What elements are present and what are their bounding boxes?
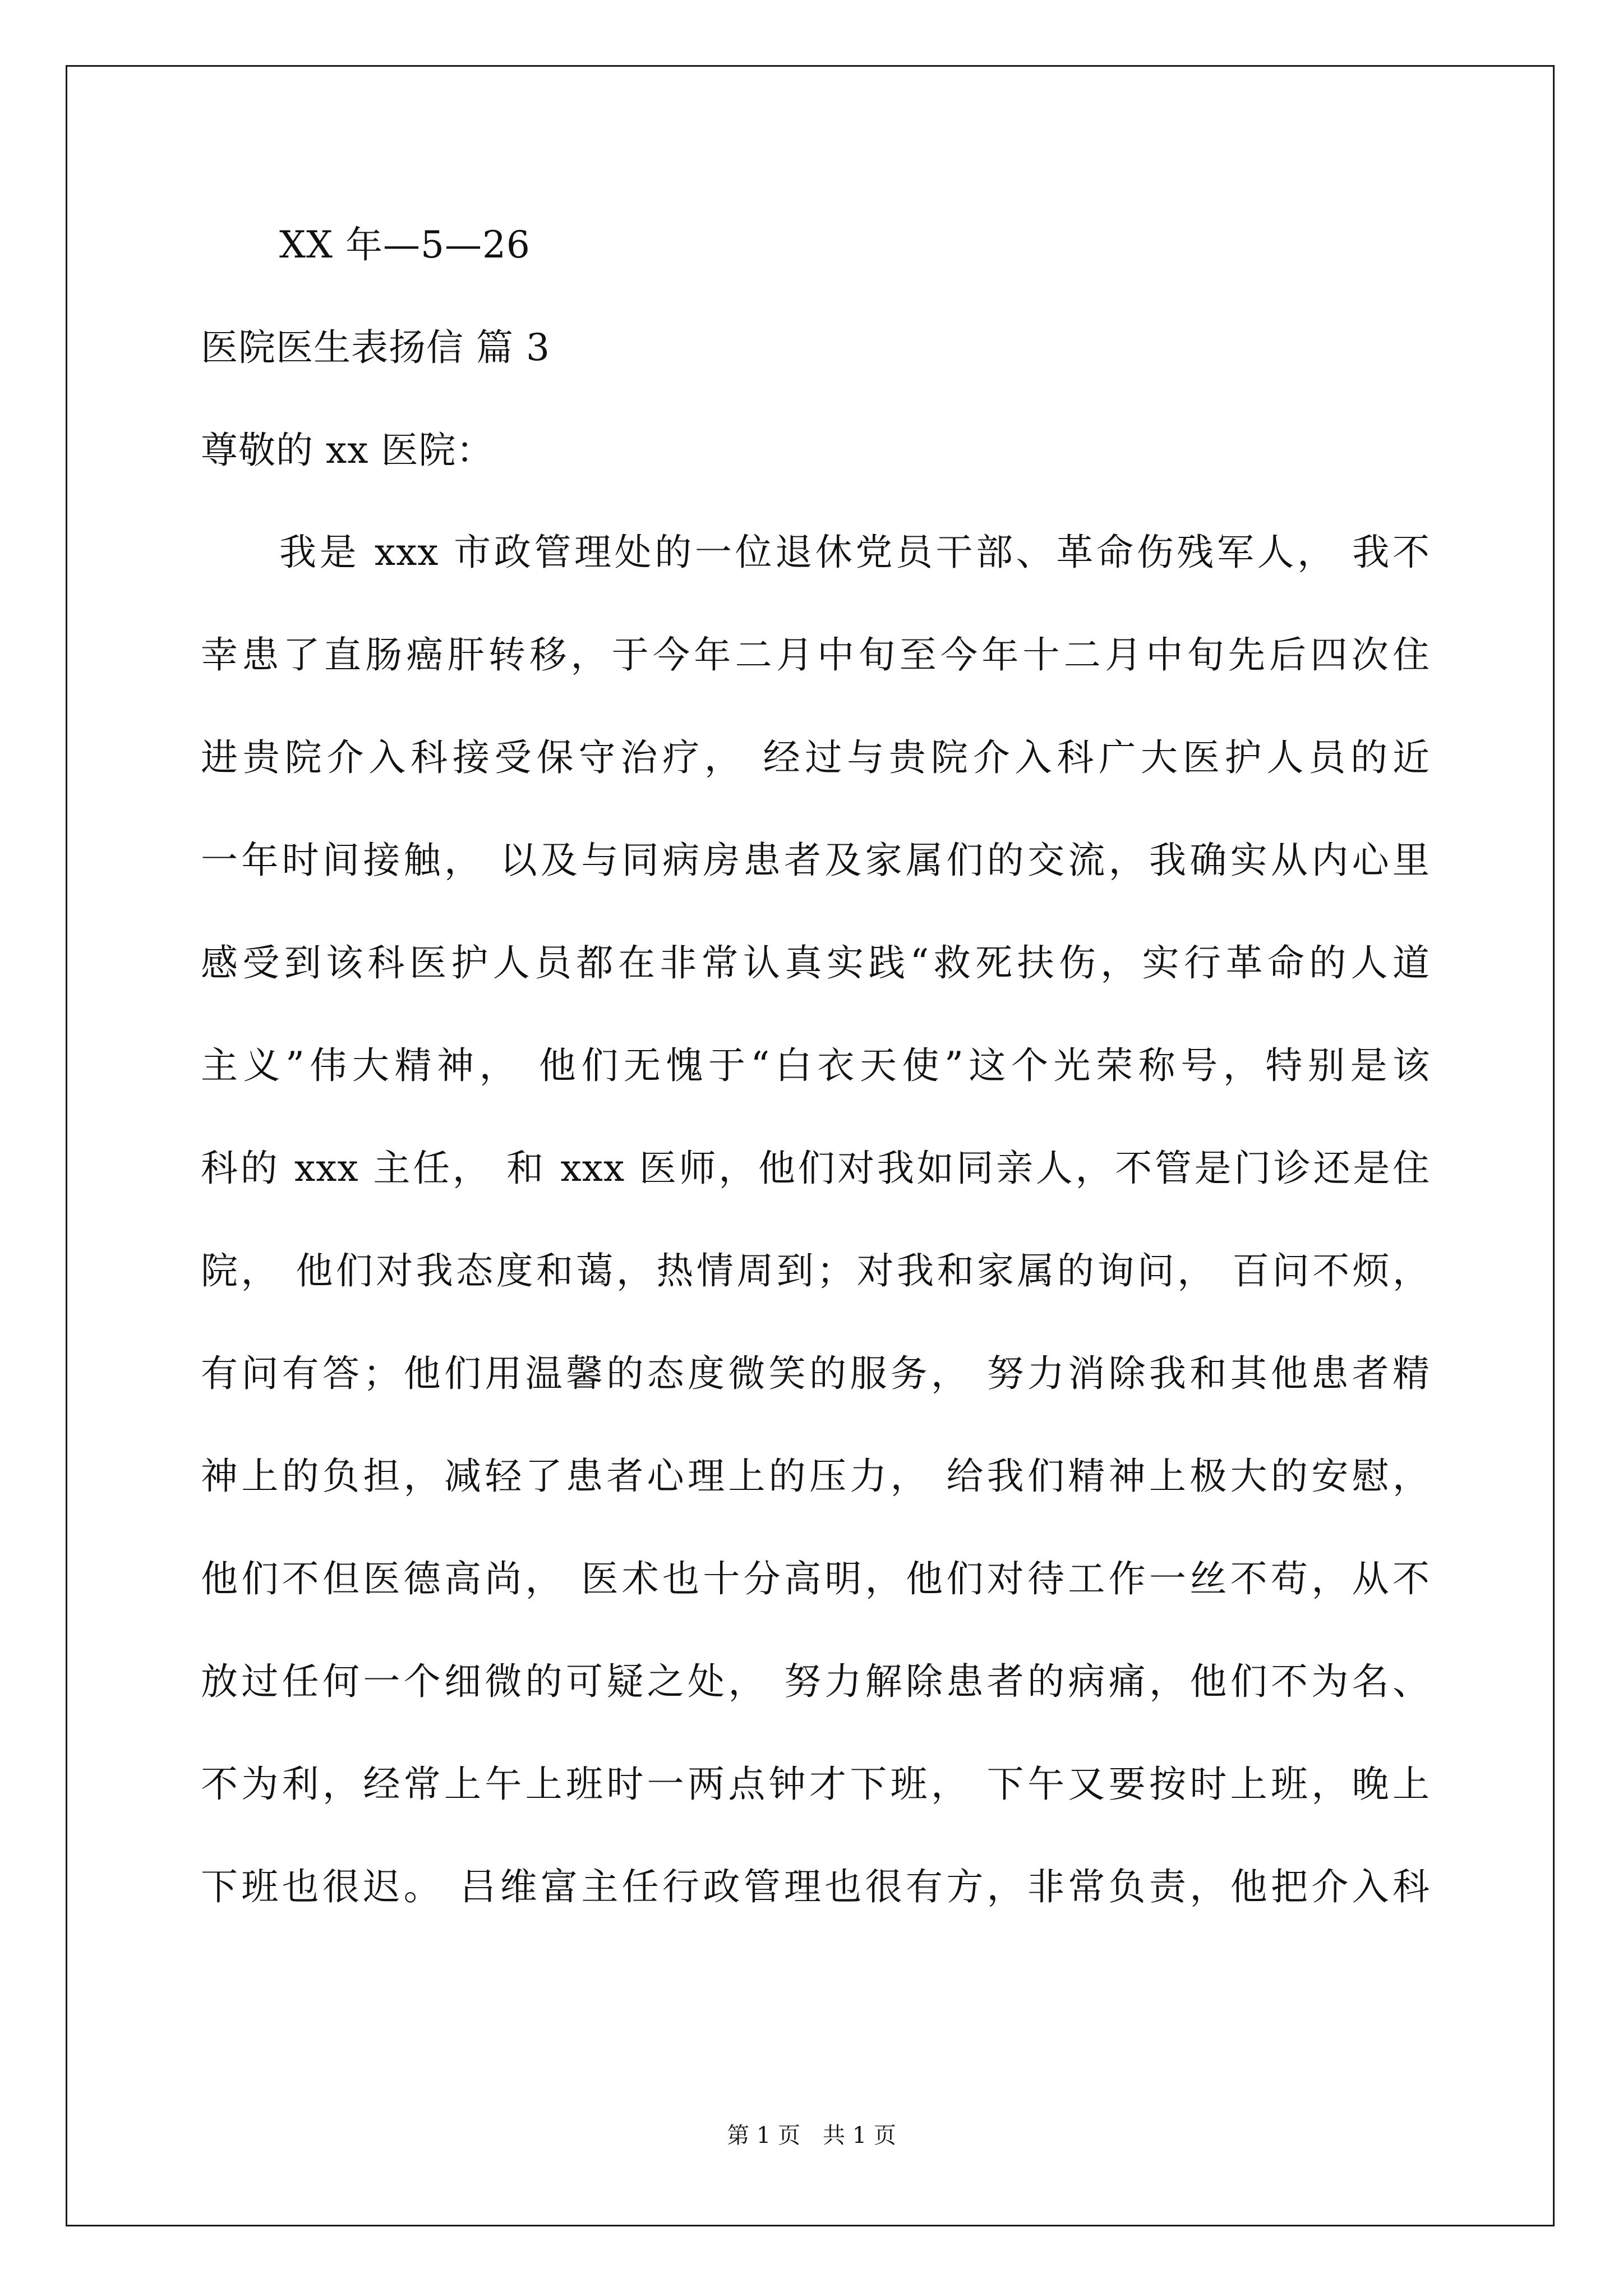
- body-line: 院， 他们对我态度和蔼，热情周到；对我和家属的询问， 百问不烦，: [201, 1249, 1430, 1292]
- body-line: 神上的负担，减轻了患者心理上的压力， 给我们精神上极大的安慰，: [201, 1455, 1430, 1498]
- date-line: XX 年—5—26: [279, 223, 531, 266]
- body-line: 主义”伟大精神， 他们无愧于“白衣天使”这个光荣称号，特别是该: [201, 1044, 1430, 1087]
- body-line: 幸患了直肠癌肝转移，于今年二月中旬至今年十二月中旬先后四次住: [201, 633, 1430, 677]
- body-line: 科的 xxx 主任， 和 xxx 医师，他们对我如同亲人，不管是门诊还是住: [201, 1147, 1430, 1190]
- body-line: 一年时间接触， 以及与同病房患者及家属们的交流，我确实从内心里: [201, 839, 1430, 882]
- page-number-footer: 第 1 页 共 1 页: [727, 2123, 896, 2148]
- salutation: 尊敬的 xx 医院：: [201, 429, 494, 472]
- body-line: 放过任何一个细微的可疑之处， 努力解除患者的病痛，他们不为名、: [201, 1660, 1430, 1703]
- body-line: 下班也很迟。 吕维富主任行政管理也很有方，非常负责，他把介入科: [201, 1865, 1430, 1908]
- letter-heading: 医院医生表扬信 篇 3: [201, 326, 550, 369]
- body-line: 感受到该科医护人员都在非常认真实践“救死扶伤，实行革命的人道: [201, 941, 1430, 984]
- body-line: 不为利，经常上午上班时一两点钟才下班， 下午又要按时上班，晚上: [201, 1763, 1430, 1806]
- body-line: 我是 xxx 市政管理处的一位退休党员干部、革命伤残军人， 我不: [279, 531, 1430, 574]
- body-line: 进贵院介入科接受保守治疗， 经过与贵院介入科广大医护人员的近: [201, 736, 1430, 779]
- body-line: 有问有答；他们用温馨的态度微笑的服务， 努力消除我和其他患者精: [201, 1352, 1430, 1395]
- body-line: 他们不但医德高尚， 医术也十分高明，他们对待工作一丝不苟，从不: [201, 1557, 1430, 1600]
